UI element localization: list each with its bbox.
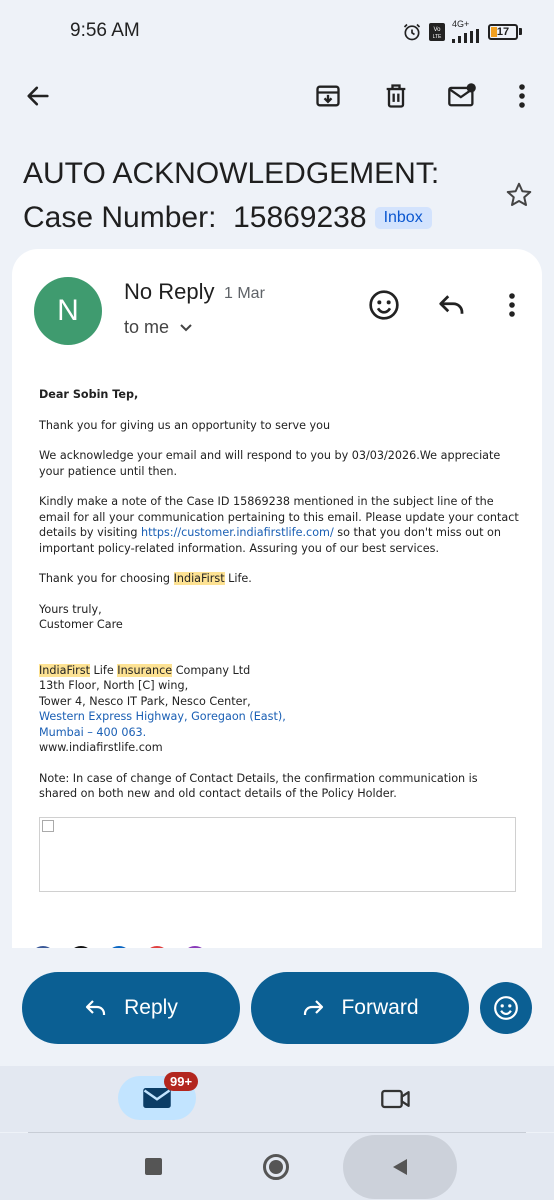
more-vert-icon — [508, 292, 516, 318]
reply-icon-button[interactable] — [434, 287, 470, 323]
battery-level: 17 — [496, 25, 510, 38]
avatar[interactable]: N — [34, 277, 102, 345]
message-date: 1 Mar — [224, 285, 265, 302]
note-paragraph: Note: In case of change of Contact Details, the confirmation communication is shared on both new and old contact details of the Policy Holder. — [39, 771, 478, 800]
network-label: 4G+ — [452, 19, 470, 29]
body-paragraph-3: Kindly make a note of the Case ID 15869238 mentioned in the subject line of the email for all your communication pertaining to this email. Please update your contact details by visiting https://customer.indiafirstlife.com/ so that you don't miss out on important policy-related information. Assuring you of our best services. — [39, 495, 519, 555]
emoji-icon — [493, 995, 519, 1021]
recipient-details-toggle[interactable] — [124, 317, 193, 338]
body-paragraph-2: We acknowledge your email and will respond to you by 03/03/2026.We appreciate your patience until then. — [39, 449, 501, 478]
status-bar — [0, 0, 554, 64]
emoji-reaction-button[interactable] — [480, 982, 532, 1034]
archive-icon — [314, 82, 342, 110]
reply-icon — [84, 997, 108, 1019]
mail-icon — [142, 1086, 172, 1110]
body-paragraph-1: Thank you for giving us an opportunity to serve you — [39, 418, 331, 432]
mark-unread-button[interactable] — [444, 78, 480, 114]
svg-text:Vo: Vo — [433, 26, 441, 33]
star-icon — [504, 180, 534, 210]
message-card — [12, 249, 542, 949]
forward-label: Forward — [341, 996, 419, 1019]
svg-text:LTE: LTE — [432, 33, 442, 40]
message-body — [39, 387, 519, 892]
reply-label: Reply — [124, 996, 178, 1019]
arrow-back-icon — [24, 82, 52, 110]
reply-button[interactable] — [22, 972, 240, 1044]
reply-icon — [437, 292, 467, 318]
nav-meet-tab[interactable] — [378, 1084, 414, 1114]
recipient-label: to me — [124, 317, 170, 337]
network-indicator — [452, 20, 482, 43]
customer-portal-link[interactable]: https://customer.indiafirstlife.com/ — [141, 526, 334, 539]
broken-image — [39, 817, 516, 892]
chevron-down-icon — [179, 323, 193, 333]
home-button[interactable] — [263, 1154, 289, 1180]
delete-icon — [382, 82, 410, 110]
system-navigation-bar — [0, 1133, 554, 1200]
subject-line-2: Case Number: 15869238 — [23, 201, 367, 234]
email-subject — [23, 152, 493, 240]
address-map-link-2[interactable]: Mumbai – 400 063. — [39, 725, 147, 739]
closing: Yours truly, Customer Care — [39, 602, 123, 631]
unread-count-badge: 99+ — [164, 1072, 198, 1091]
company-address: IndiaFirst Life Insurance Company Ltd 13th Floor, North [C] wing, Tower 4, Nesco IT Park, Nesco Center, Western Express Highway, Goregaon (East), Mumbai – 400 063. www.indiafirstlife.com — [39, 663, 286, 754]
body-paragraph-4: Thank you for choosing IndiaFirst Life. — [39, 572, 252, 585]
reply-action-bar — [0, 948, 554, 1066]
forward-icon — [301, 997, 325, 1019]
subject-line-1: AUTO ACKNOWLEDGEMENT: — [23, 157, 440, 190]
more-vert-icon — [518, 83, 526, 109]
delete-button[interactable] — [378, 78, 414, 114]
emoji-icon — [368, 289, 400, 321]
mark-unread-icon — [447, 82, 477, 110]
react-button[interactable] — [366, 287, 402, 323]
more-button[interactable] — [504, 78, 540, 114]
bottom-navigation — [0, 1066, 554, 1132]
alarm-icon — [402, 22, 422, 42]
status-icons — [402, 20, 522, 43]
battery-icon — [488, 24, 522, 40]
inbox-label-chip[interactable]: Inbox — [375, 207, 432, 229]
back-triangle-icon — [390, 1157, 410, 1177]
archive-button[interactable] — [310, 78, 346, 114]
address-map-link-1[interactable]: Western Express Highway, Goregaon (East), — [39, 710, 286, 723]
website-text: www.indiafirstlife.com — [39, 741, 163, 754]
star-button[interactable] — [504, 180, 534, 210]
volte-icon — [428, 22, 446, 42]
status-time: 9:56 AM — [70, 20, 140, 41]
greeting: Dear Sobin Tep, — [39, 388, 139, 401]
sender-name: No Reply — [124, 279, 215, 304]
broken-image-icon — [42, 820, 54, 832]
subject-line-2-row — [23, 196, 493, 240]
signal-icon — [452, 29, 482, 43]
back-button[interactable] — [20, 78, 56, 114]
forward-button[interactable] — [251, 972, 469, 1044]
message-more-button[interactable] — [494, 287, 530, 323]
recents-button[interactable] — [145, 1158, 162, 1175]
top-toolbar — [0, 70, 554, 122]
system-back-button[interactable] — [343, 1135, 457, 1199]
video-camera-icon — [380, 1087, 412, 1111]
